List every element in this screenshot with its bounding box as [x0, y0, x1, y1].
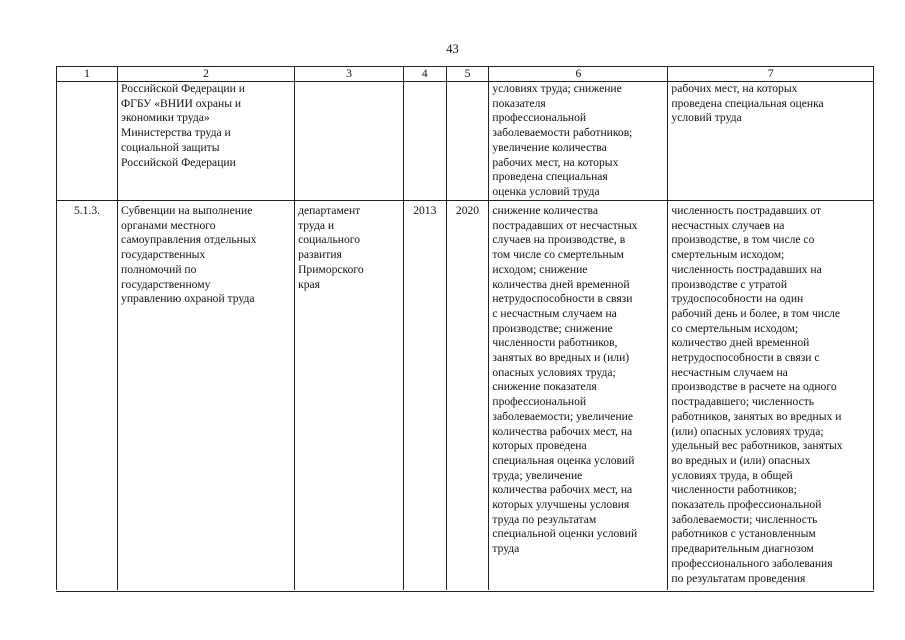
page-number: 43 [446, 42, 459, 56]
table-row [57, 201, 874, 591]
table-header-row [57, 67, 874, 82]
header-col-2: 2 [118, 67, 295, 82]
table-bottom-border [56, 591, 874, 592]
cell-indicators: рабочих мест, на которых проведена специальная оценка условий труда [668, 82, 874, 201]
cell-measure-name: Российской Федерации и ФГБУ «ВНИИ охраны и экономики труда» Министерства труда и социальной защиты Российской Федерации [118, 82, 295, 201]
measures-table [56, 66, 874, 590]
cell-start-year [403, 82, 446, 201]
header-col-6: 6 [489, 67, 668, 82]
header-col-7: 7 [668, 67, 874, 82]
cell-start-year: 2013 [403, 201, 446, 591]
cell-expected-result: условиях труда; снижение показателя профессиональной заболеваемости работников; увеличение количества рабочих мест, на которых проведена специальная оценка условий труда [489, 82, 668, 201]
table-row [57, 82, 874, 201]
header-col-1: 1 [57, 67, 118, 82]
header-col-4: 4 [403, 67, 446, 82]
cell-executor: департамент труда и социального развития Приморского края [295, 201, 404, 591]
cell-indicators: численность пострадавших от несчастных случаев на производстве, в том числе со смертельным исходом; численность пострадавших на производстве с утратой трудоспособности на один рабочий день и более, в том числе со смертельным исходом; количество дней временной нетрудоспособности в связи с несчастным случаем на производстве в расчете на одного пострадавшего; численность работников, занятых во вредных и (или) опасных условиях труда; удельный вес работников, занятых во вредных и (или) опасных условиях труда, в общей численности работников; показатель профессиональной заболеваемости; численность работников с установленным предварительным диагнозом профессионального заболевания по результатам проведения [668, 201, 874, 591]
cell-expected-result: снижение количества пострадавших от несчастных случаев на производстве, в том числе со смертельным исходом; снижение количества дней временной нетрудоспособности в связи с несчастным случаем на производстве; снижение численности работников, занятых во вредных и (или) опасных условиях труда; снижение показателя профессиональной заболеваемости; увеличение количества рабочих мест, на которых проведена специальная оценка условий труда; увеличение количества рабочих мест, на которых улучшены условия труда по результатам специальной оценки условий труда [489, 201, 668, 591]
cell-measure-name: Субвенции на выполнение органами местного самоуправления отдельных государственных полномочий по государственному управлению охраной труда [118, 201, 295, 591]
header-col-5: 5 [446, 67, 489, 82]
cell-item-number: 5.1.3. [57, 201, 118, 591]
cell-executor [295, 82, 404, 201]
header-col-3: 3 [295, 67, 404, 82]
cell-item-number [57, 82, 118, 201]
cell-end-year: 2020 [446, 201, 489, 591]
cell-end-year [446, 82, 489, 201]
